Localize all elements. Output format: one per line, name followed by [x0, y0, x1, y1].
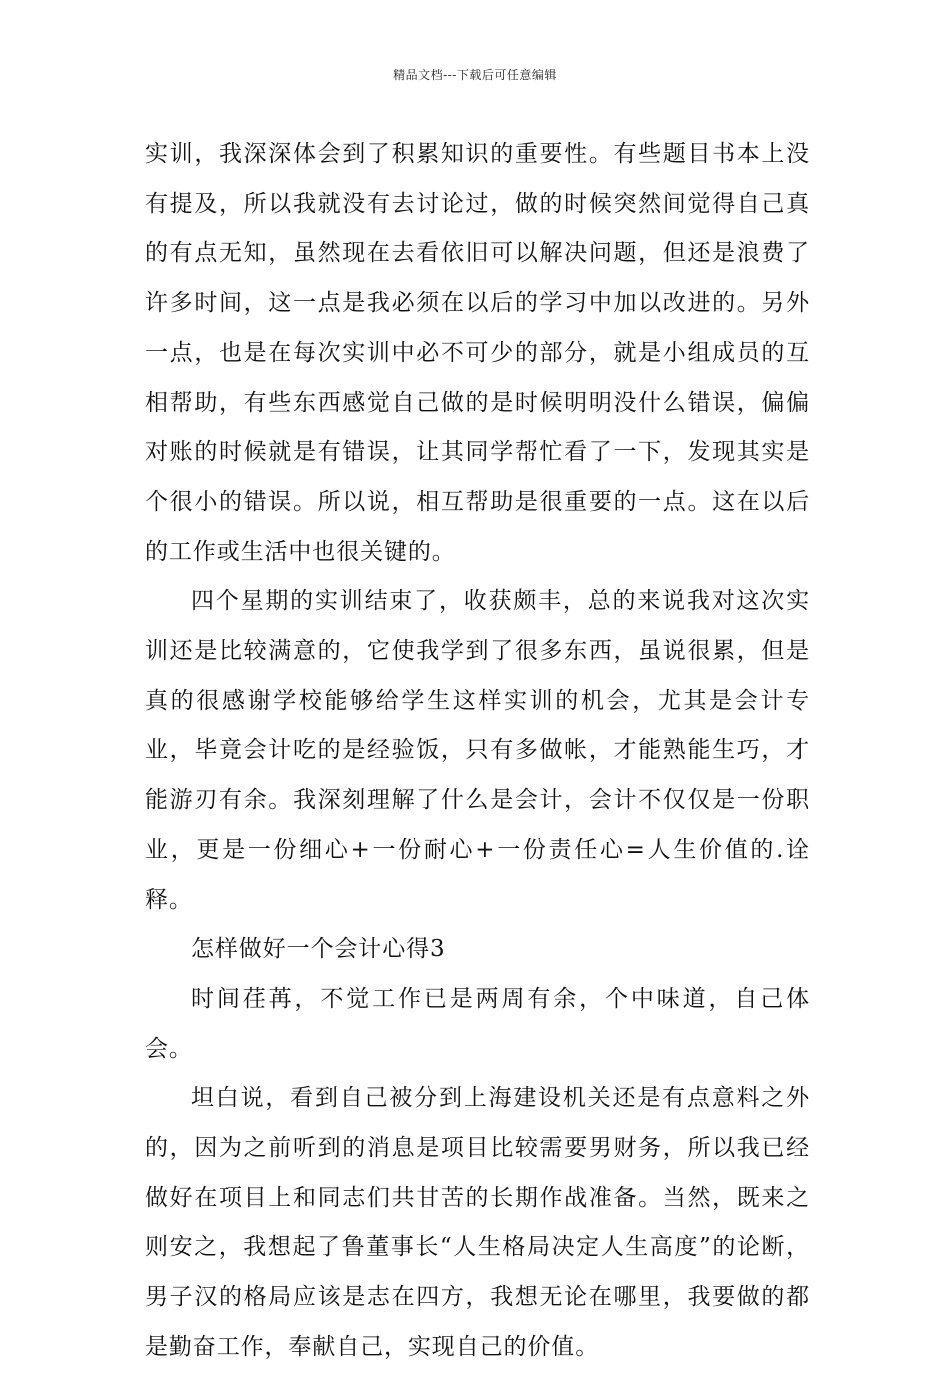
page-header: 精品文档---下载后可任意编辑 — [393, 68, 557, 82]
paragraph-2: 四个星期的实训结束了，收获颇丰，总的来说我对这次实训还是比较满意的，它使我学到了很多东西，虽说很累，但是真的很感谢学校能够给学生这样实训的机会，尤其是会计专业，毕竟会计吃的是经验饭，只有多做帐，才能熟能生巧，才能游刃有余。我深刻理解了什么是会计，会计不仅仅是一份职业，更是一份细心+一份耐心+一份责任心=人生价值的.诠释。 — [145, 588, 810, 913]
document-body — [145, 130, 810, 1373]
paragraph-4: 坦白说，看到自己被分到上海建设机关还是有点意料之外的，因为之前听到的消息是项目比较需要男财务，所以我已经做好在项目上和同志们共甘苦的长期作战准备。当然，既来之则安之，我想起了鲁董事长“人生格局决定人生高度”的论断，男子汉的格局应该是志在四方，我想无论在哪里，我要做的都是勤奋工作，奉献自己，实现自己的价值。 — [145, 1085, 810, 1360]
section-heading: 怎样做好一个会计心得3 — [191, 936, 446, 963]
paragraph-3: 时间荏苒，不觉工作已是两周有余，个中味道，自己体会。 — [145, 985, 810, 1062]
paragraph-1: 实训，我深深体会到了积累知识的重要性。有些题目书本上没有提及，所以我就没有去讨论过，做的时候突然间觉得自己真的有点无知，虽然现在去看依旧可以解决问题，但还是浪费了许多时间，这一点是我必须在以后的学习中加以改进的。另外一点，也是在每次实训中必不可少的部分，就是小组成员的互相帮助，有些东西感觉自己做的是时候明明没什么错误，偏偏对账的时候就是有错误，让其同学帮忙看了一下，发现其实是个很小的错误。所以说，相互帮助是很重要的一点。这在以后的工作或生活中也很关键的。 — [145, 141, 810, 565]
